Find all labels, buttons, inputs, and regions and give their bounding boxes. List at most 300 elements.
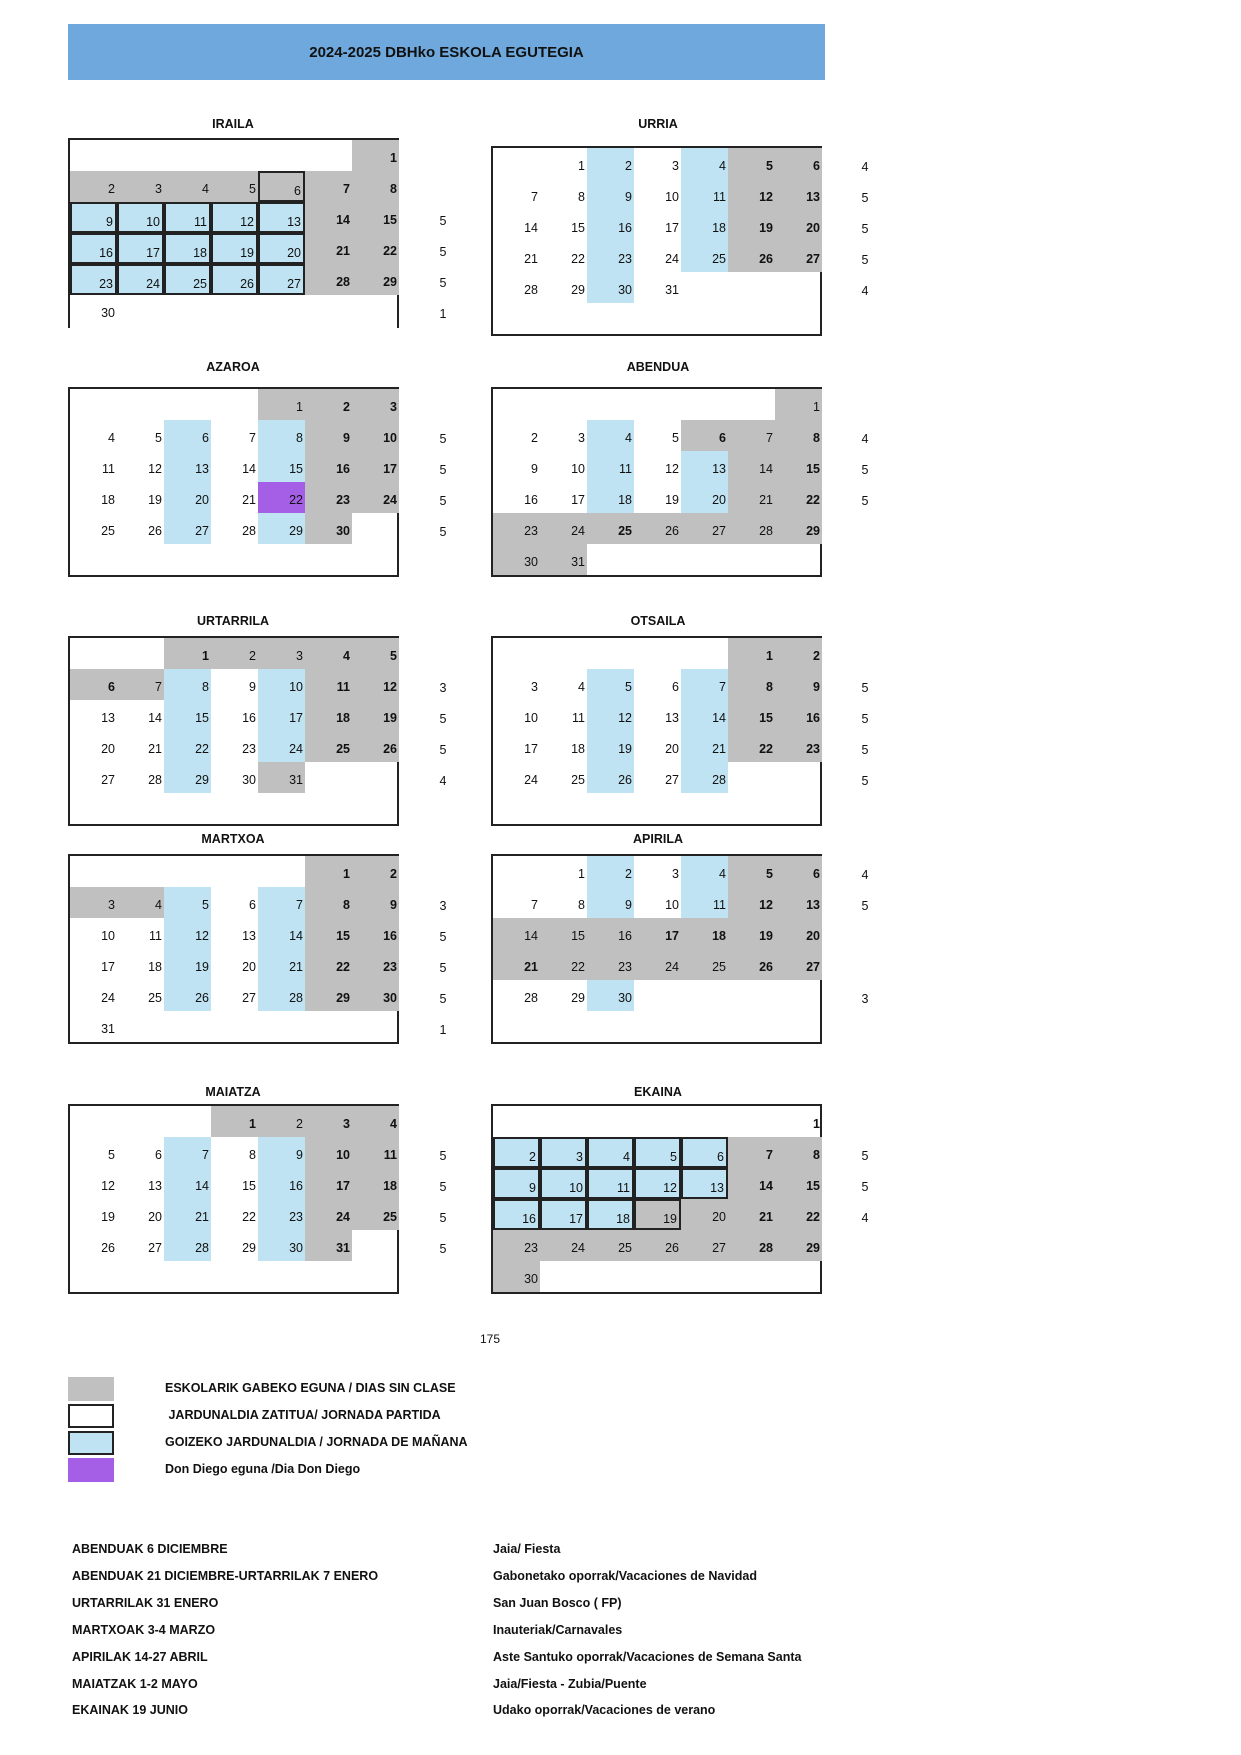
day-cell: 9 <box>352 887 399 918</box>
day-cell: 22 <box>540 949 587 980</box>
day-cell: 23 <box>587 949 634 980</box>
day-cell: 1 <box>578 159 585 173</box>
week-count: 5 <box>861 774 869 788</box>
day-cell: 22 <box>242 1210 256 1224</box>
day-cell: 10 <box>117 202 164 233</box>
day-cell: 4 <box>117 887 164 918</box>
day-cell: 8 <box>728 669 775 700</box>
day-cell: 7 <box>681 669 728 700</box>
day-cell: 13 <box>242 929 256 943</box>
day-cell: 12 <box>587 700 634 731</box>
day-cell: 5 <box>587 669 634 700</box>
day-cell: 5 <box>155 431 162 445</box>
day-cell: 15 <box>164 700 211 731</box>
day-cell: 27 <box>681 1230 728 1261</box>
day-cell: 19 <box>587 731 634 762</box>
day-cell: 19 <box>164 949 211 980</box>
day-cell: 27 <box>775 241 822 272</box>
day-cell: 12 <box>634 1168 681 1199</box>
day-cell: 23 <box>258 1199 305 1230</box>
day-cell: 26 <box>352 731 399 762</box>
day-cell: 21 <box>164 1199 211 1230</box>
day-cell: 3 <box>672 159 679 173</box>
day-cell: 7 <box>531 898 538 912</box>
day-cell: 6 <box>681 1137 728 1168</box>
day-cell: 14 <box>258 918 305 949</box>
day-cell: 13 <box>148 1179 162 1193</box>
day-cell: 23 <box>70 264 117 295</box>
day-cell: 31 <box>665 283 679 297</box>
day-cell: 4 <box>164 171 211 202</box>
day-cell: 2 <box>587 856 634 887</box>
day-cell: 29 <box>164 762 211 793</box>
day-cell: 22 <box>571 252 585 266</box>
day-cell: 9 <box>587 179 634 210</box>
week-count: 5 <box>439 245 447 259</box>
day-cell: 26 <box>634 513 681 544</box>
day-cell: 19 <box>148 493 162 507</box>
day-cell: 21 <box>258 949 305 980</box>
day-cell: 17 <box>101 960 115 974</box>
day-cell: 15 <box>352 202 399 233</box>
day-cell: 1 <box>305 856 352 887</box>
day-cell: 22 <box>775 482 822 513</box>
day-cell: 12 <box>164 918 211 949</box>
day-cell: 30 <box>101 306 115 320</box>
day-cell: 15 <box>258 451 305 482</box>
day-cell: 21 <box>728 1199 775 1230</box>
legend-swatch-don-diego <box>68 1458 114 1482</box>
day-cell: 10 <box>101 929 115 943</box>
day-cell: 4 <box>681 148 728 179</box>
day-cell: 20 <box>665 742 679 756</box>
day-cell: 11 <box>352 1137 399 1168</box>
day-cell: 17 <box>540 1199 587 1230</box>
day-cell: 14 <box>164 1168 211 1199</box>
day-cell: 18 <box>681 210 728 241</box>
legend-label-no-class: ESKOLARIK GABEKO EGUNA / DIAS SIN CLASE <box>165 1381 456 1395</box>
week-count: 5 <box>439 961 447 975</box>
day-cell: 13 <box>681 451 728 482</box>
day-cell: 12 <box>352 669 399 700</box>
day-cell: 18 <box>101 493 115 507</box>
day-cell: 11 <box>681 179 728 210</box>
day-cell: 10 <box>540 1168 587 1199</box>
holiday-desc: Udako oporrak/Vacaciones de verano <box>493 1703 716 1717</box>
day-cell: 16 <box>775 700 822 731</box>
day-cell: 10 <box>571 462 585 476</box>
day-cell: 31 <box>101 1022 115 1036</box>
day-cell: 26 <box>164 980 211 1011</box>
day-cell: 23 <box>305 482 352 513</box>
day-cell: 18 <box>587 482 634 513</box>
month-calendar <box>491 636 822 826</box>
day-cell: 27 <box>681 513 728 544</box>
week-count: 5 <box>439 1242 447 1256</box>
day-cell: 30 <box>352 980 399 1011</box>
day-cell: 5 <box>108 1148 115 1162</box>
day-cell: 16 <box>587 918 634 949</box>
day-cell: 20 <box>164 482 211 513</box>
day-cell: 14 <box>524 221 538 235</box>
day-cell: 30 <box>587 272 634 303</box>
week-count: 5 <box>439 463 447 477</box>
week-count: 5 <box>439 1211 447 1225</box>
day-cell: 28 <box>524 283 538 297</box>
day-cell: 16 <box>352 918 399 949</box>
day-cell: 24 <box>540 1230 587 1261</box>
day-cell: 17 <box>571 493 585 507</box>
day-cell: 20 <box>681 482 728 513</box>
day-cell: 27 <box>148 1241 162 1255</box>
day-cell: 6 <box>249 898 256 912</box>
day-cell: 8 <box>305 887 352 918</box>
day-cell: 31 <box>540 544 587 575</box>
day-cell: 3 <box>672 867 679 881</box>
day-cell: 7 <box>728 420 775 451</box>
day-cell: 23 <box>775 731 822 762</box>
day-cell: 14 <box>728 451 775 482</box>
day-cell: 12 <box>728 179 775 210</box>
holiday-desc: Jaia/Fiesta - Zubia/Puente <box>493 1677 647 1691</box>
week-count: 1 <box>439 307 447 321</box>
legend-swatch-morning-day <box>68 1431 114 1455</box>
day-cell: 14 <box>148 711 162 725</box>
week-count: 4 <box>861 284 869 298</box>
day-cell: 25 <box>587 513 634 544</box>
day-cell: 21 <box>305 233 352 264</box>
day-cell: 1 <box>352 140 399 171</box>
day-cell: 2 <box>493 1137 540 1168</box>
month-name: OTSAILA <box>630 614 686 628</box>
day-cell: 7 <box>305 171 352 202</box>
day-cell: 16 <box>70 233 117 264</box>
day-cell: 30 <box>258 1230 305 1261</box>
day-cell: 17 <box>524 742 538 756</box>
holiday-date: URTARRILAK 31 ENERO <box>72 1596 219 1610</box>
day-cell: 9 <box>775 669 822 700</box>
day-cell: 15 <box>571 221 585 235</box>
day-cell: 30 <box>242 773 256 787</box>
holiday-desc: Gabonetako oporrak/Vacaciones de Navidad <box>493 1569 757 1583</box>
day-cell: 10 <box>524 711 538 725</box>
day-cell: 30 <box>493 544 540 575</box>
day-cell: 9 <box>249 680 256 694</box>
day-cell: 26 <box>211 264 258 295</box>
day-cell: 11 <box>305 669 352 700</box>
day-cell: 11 <box>102 462 115 476</box>
day-cell: 15 <box>728 700 775 731</box>
month-calendar <box>491 387 822 577</box>
day-cell: 3 <box>258 638 305 669</box>
day-cell: 28 <box>524 991 538 1005</box>
month-name: ABENDUA <box>626 360 690 374</box>
week-count: 5 <box>861 681 869 695</box>
day-cell: 2 <box>258 1106 305 1137</box>
week-count: 5 <box>861 494 869 508</box>
day-cell: 29 <box>775 1230 822 1261</box>
day-cell: 3 <box>117 171 164 202</box>
week-count: 5 <box>861 1180 869 1194</box>
day-cell: 23 <box>493 513 540 544</box>
day-cell: 25 <box>148 991 162 1005</box>
month-name: MARTXOA <box>201 832 265 846</box>
day-cell: 18 <box>352 1168 399 1199</box>
week-count: 5 <box>439 743 447 757</box>
day-cell: 25 <box>164 264 211 295</box>
day-cell: 20 <box>775 210 822 241</box>
day-cell: 18 <box>148 960 162 974</box>
day-cell: 19 <box>634 1199 681 1230</box>
day-cell: 16 <box>305 451 352 482</box>
day-cell: 20 <box>775 918 822 949</box>
day-cell: 29 <box>352 264 399 295</box>
day-cell: 1 <box>813 1117 820 1131</box>
week-count: 5 <box>439 1149 447 1163</box>
day-cell: 11 <box>164 202 211 233</box>
month-name: URTARRILA <box>197 614 269 628</box>
day-cell: 10 <box>352 420 399 451</box>
day-cell: 8 <box>775 420 822 451</box>
day-cell: 13 <box>775 179 822 210</box>
day-cell: 25 <box>681 949 728 980</box>
day-cell: 12 <box>148 462 162 476</box>
day-cell: 7 <box>249 431 256 445</box>
month-name: EKAINA <box>634 1085 682 1099</box>
day-cell: 27 <box>164 513 211 544</box>
day-cell: 18 <box>681 918 728 949</box>
week-count: 5 <box>861 463 869 477</box>
day-cell: 12 <box>211 202 258 233</box>
day-cell: 13 <box>681 1168 728 1199</box>
day-cell: 1 <box>728 638 775 669</box>
day-cell: 15 <box>775 1168 822 1199</box>
day-cell: 8 <box>775 1137 822 1168</box>
day-cell: 18 <box>571 742 585 756</box>
day-cell: 29 <box>258 513 305 544</box>
day-cell: 26 <box>728 949 775 980</box>
day-cell: 19 <box>352 700 399 731</box>
day-cell: 21 <box>242 493 256 507</box>
day-cell: 8 <box>258 420 305 451</box>
day-cell: 27 <box>101 773 115 787</box>
legend-label-morning-day: GOIZEKO JARDUNALDIA / JORNADA DE MAÑANA <box>165 1435 468 1449</box>
day-cell: 28 <box>681 762 728 793</box>
day-cell: 6 <box>164 420 211 451</box>
day-cell: 17 <box>665 221 679 235</box>
day-cell: 9 <box>258 1137 305 1168</box>
day-cell: 26 <box>728 241 775 272</box>
holiday-desc: San Juan Bosco ( FP) <box>493 1596 622 1610</box>
day-cell: 26 <box>148 524 162 538</box>
day-cell: 15 <box>242 1179 256 1193</box>
day-cell: 3 <box>540 1137 587 1168</box>
day-cell: 5 <box>352 638 399 669</box>
day-cell: 29 <box>571 991 585 1005</box>
day-cell: 19 <box>665 493 679 507</box>
day-cell: 18 <box>164 233 211 264</box>
day-cell: 13 <box>101 711 115 725</box>
day-cell: 10 <box>665 190 679 204</box>
day-cell: 9 <box>587 887 634 918</box>
holiday-date: APIRILAK 14-27 ABRIL <box>72 1650 208 1664</box>
day-cell: 1 <box>775 389 822 420</box>
day-cell: 4 <box>108 431 115 445</box>
day-cell: 27 <box>258 264 305 295</box>
day-cell: 22 <box>164 731 211 762</box>
day-cell: 16 <box>493 1199 540 1230</box>
day-cell: 19 <box>101 1210 115 1224</box>
holiday-date: MAIATZAK 1-2 MAYO <box>72 1677 198 1691</box>
month-name: URRIA <box>638 117 678 131</box>
day-cell: 14 <box>681 700 728 731</box>
day-cell: 12 <box>665 462 679 476</box>
day-cell: 5 <box>728 148 775 179</box>
day-cell: 23 <box>242 742 256 756</box>
day-cell: 17 <box>634 918 681 949</box>
day-cell: 22 <box>352 233 399 264</box>
day-cell: 6 <box>258 171 305 202</box>
month-name: APIRILA <box>633 832 683 846</box>
month-calendar <box>491 146 822 336</box>
day-cell: 16 <box>587 210 634 241</box>
day-cell: 25 <box>681 241 728 272</box>
day-cell: 5 <box>728 856 775 887</box>
day-cell: 19 <box>211 233 258 264</box>
day-cell: 5 <box>211 171 258 202</box>
day-cell: 9 <box>493 1168 540 1199</box>
day-cell: 24 <box>305 1199 352 1230</box>
page-title: 2024-2025 DBHko ESKOLA EGUTEGIA <box>68 24 825 80</box>
week-count: 5 <box>861 191 869 205</box>
day-cell: 22 <box>305 949 352 980</box>
week-count: 3 <box>439 681 447 695</box>
day-cell: 10 <box>258 669 305 700</box>
day-cell: 4 <box>587 420 634 451</box>
day-cell: 1 <box>211 1106 258 1137</box>
day-cell: 2 <box>587 148 634 179</box>
day-cell: 25 <box>101 524 115 538</box>
legend-label-don-diego: Don Diego eguna /Dia Don Diego <box>165 1462 361 1476</box>
week-count: 5 <box>439 276 447 290</box>
day-cell: 10 <box>305 1137 352 1168</box>
day-cell: 29 <box>242 1241 256 1255</box>
holiday-desc: Jaia/ Fiesta <box>493 1542 561 1556</box>
day-cell: 9 <box>305 420 352 451</box>
month-name: IRAILA <box>212 117 254 131</box>
day-cell: 1 <box>258 389 305 420</box>
day-cell: 6 <box>672 680 679 694</box>
day-cell: 19 <box>728 210 775 241</box>
holiday-date: ABENDUAK 21 DICIEMBRE-URTARRILAK 7 ENERO <box>72 1569 379 1583</box>
day-cell: 26 <box>587 762 634 793</box>
day-cell: 18 <box>305 700 352 731</box>
day-cell: 14 <box>728 1168 775 1199</box>
week-count: 5 <box>861 712 869 726</box>
day-cell: 28 <box>728 1230 775 1261</box>
day-cell: 22 <box>728 731 775 762</box>
month-calendar <box>491 854 822 1044</box>
day-cell: 30 <box>305 513 352 544</box>
day-cell: 20 <box>148 1210 162 1224</box>
week-count: 5 <box>861 899 869 913</box>
day-cell: 16 <box>524 493 538 507</box>
day-cell: 12 <box>101 1179 115 1193</box>
day-cell: 22 <box>775 1199 822 1230</box>
day-cell: 7 <box>728 1137 775 1168</box>
holiday-desc: Aste Santuko oporrak/Vacaciones de Semana Santa <box>493 1650 802 1664</box>
day-cell: 15 <box>540 918 587 949</box>
day-cell: 13 <box>258 202 305 233</box>
day-cell: 2 <box>305 389 352 420</box>
day-cell: 24 <box>258 731 305 762</box>
week-count: 5 <box>439 712 447 726</box>
week-count: 5 <box>439 214 447 228</box>
day-cell: 25 <box>587 1230 634 1261</box>
day-cell: 27 <box>242 991 256 1005</box>
day-cell: 13 <box>775 887 822 918</box>
day-cell: 4 <box>305 638 352 669</box>
month-calendar <box>68 138 399 328</box>
holiday-desc: Inauteriak/Carnavales <box>493 1623 623 1637</box>
day-cell: 4 <box>352 1106 399 1137</box>
day-cell: 21 <box>728 482 775 513</box>
day-cell: 22 <box>258 482 305 513</box>
month-calendar <box>68 636 399 826</box>
day-cell: 4 <box>681 856 728 887</box>
week-count: 5 <box>861 1149 869 1163</box>
day-cell: 20 <box>258 233 305 264</box>
month-name: AZAROA <box>206 360 260 374</box>
week-count: 3 <box>439 899 447 913</box>
day-cell: 6 <box>775 148 822 179</box>
month-calendar <box>68 854 399 1044</box>
day-cell: 8 <box>164 669 211 700</box>
day-cell: 19 <box>728 918 775 949</box>
day-cell: 17 <box>258 700 305 731</box>
week-count: 5 <box>439 494 447 508</box>
day-cell: 3 <box>70 887 117 918</box>
day-cell: 30 <box>587 980 634 1011</box>
day-cell: 1 <box>578 867 585 881</box>
week-count: 5 <box>861 743 869 757</box>
day-cell: 21 <box>681 731 728 762</box>
day-cell: 26 <box>634 1230 681 1261</box>
day-cell: 3 <box>531 680 538 694</box>
day-cell: 2 <box>531 431 538 445</box>
day-cell: 3 <box>578 431 585 445</box>
week-count: 4 <box>861 868 869 882</box>
day-cell: 6 <box>155 1148 162 1162</box>
day-cell: 21 <box>524 252 538 266</box>
day-cell: 24 <box>352 482 399 513</box>
day-cell: 13 <box>665 711 679 725</box>
day-cell: 20 <box>101 742 115 756</box>
day-cell: 7 <box>164 1137 211 1168</box>
day-cell: 23 <box>493 1230 540 1261</box>
day-cell: 21 <box>148 742 162 756</box>
day-cell: 31 <box>305 1230 352 1261</box>
day-cell: 11 <box>149 929 162 943</box>
legend-swatch-split-day <box>68 1404 114 1428</box>
week-count: 5 <box>861 253 869 267</box>
day-cell: 24 <box>634 949 681 980</box>
day-cell: 10 <box>665 898 679 912</box>
day-cell: 18 <box>587 1199 634 1230</box>
day-cell: 21 <box>493 949 540 980</box>
day-cell: 14 <box>305 202 352 233</box>
day-cell: 28 <box>148 773 162 787</box>
